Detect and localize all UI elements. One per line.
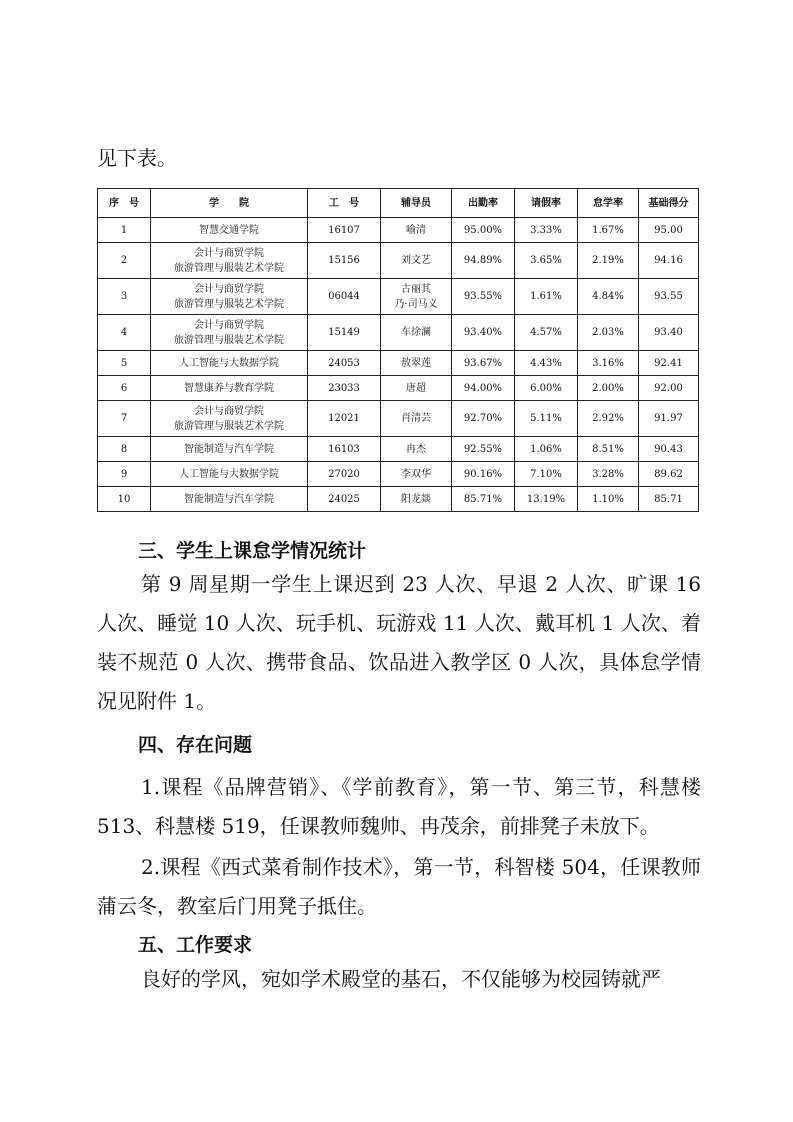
staff-id-cell: 06044 <box>308 279 381 315</box>
table-row <box>98 279 699 315</box>
leave-rate-cell: 1.61% <box>515 279 578 315</box>
counselor-cell-line: 古丽其 <box>401 283 431 295</box>
base-score-cell: 94.16 <box>639 243 699 279</box>
attendance-rate-cell: 94.89% <box>452 243 515 279</box>
table-row <box>98 243 699 279</box>
leave-rate-cell: 1.06% <box>515 437 578 462</box>
table-header-row <box>98 189 699 218</box>
staff-id-cell: 24053 <box>308 351 381 376</box>
college-cell-line: 会计与商贸学院 <box>194 247 264 259</box>
row-number: 7 <box>98 401 151 437</box>
table-row <box>98 462 699 487</box>
counselor-cell <box>381 243 452 279</box>
row-number: 2 <box>98 243 151 279</box>
attendance-rate-cell: 92.70% <box>452 401 515 437</box>
counselor-cell-line: 乃·司马义 <box>394 298 438 310</box>
leave-rate-cell: 6.00% <box>515 376 578 401</box>
counselor-cell-line: 喻清 <box>406 224 426 236</box>
college-cell-line: 旅游管理与服装艺术学院 <box>174 298 284 310</box>
truancy-rate-cell: 3.28% <box>578 462 639 487</box>
attendance-rate-cell: 93.67% <box>452 351 515 376</box>
college-cell-line: 智慧交通学院 <box>199 224 259 236</box>
leave-rate-cell: 5.11% <box>515 401 578 437</box>
counselor-cell-line: 刘文艺 <box>401 255 431 266</box>
counselor-cell <box>381 351 452 376</box>
truancy-rate-cell: 3.16% <box>578 351 639 376</box>
section-3-body: 第 9 周星期一学生上课迟到 23 人次、早退 2 人次、旷课 16 人次、睡觉 10 人次、玩手机、玩游戏 11 人次、戴耳机 1 人次、着装不规范 0 人次、携带食品、饮品进入教学区 0 人次，具体怠学情况见附件 1。 <box>97 572 701 713</box>
staff-id-cell: 27020 <box>308 462 381 487</box>
leave-rate-cell: 4.57% <box>515 315 578 351</box>
base-score-cell: 95.00 <box>639 218 699 243</box>
row-number: 4 <box>98 315 151 351</box>
section-4-item-2: 2.课程《西式菜肴制作技术》，第一节，科智楼 504，任课教师蒲云冬，教室后门用凳子抵住。 <box>97 855 701 918</box>
college-cell <box>151 315 308 351</box>
base-score-cell: 92.00 <box>639 376 699 401</box>
college-cell <box>151 376 308 401</box>
column-header: 辅导员 <box>381 189 452 218</box>
counselor-cell-line: 冉杰 <box>406 443 426 455</box>
truancy-rate-cell: 2.92% <box>578 401 639 437</box>
truancy-rate-cell: 4.84% <box>578 279 639 315</box>
attendance-rate-cell: 85.71% <box>452 487 515 512</box>
counselor-cell-line: 唐超 <box>406 382 426 394</box>
column-header: 请假率 <box>515 189 578 218</box>
column-header: 工 号 <box>308 189 381 218</box>
counselor-cell <box>381 401 452 437</box>
table-row <box>98 218 699 243</box>
college-cell-line: 人工智能与大数据学院 <box>179 468 279 480</box>
intro-text: 见下表。 <box>97 146 177 170</box>
attendance-rate-cell: 90.16% <box>452 462 515 487</box>
college-cell <box>151 279 308 315</box>
base-score-cell: 93.55 <box>639 279 699 315</box>
counselor-cell <box>381 376 452 401</box>
table-row <box>98 376 699 401</box>
college-cell <box>151 243 308 279</box>
staff-id-cell: 16103 <box>308 437 381 462</box>
college-cell <box>151 351 308 376</box>
college-cell <box>151 218 308 243</box>
table-row <box>98 487 699 512</box>
section-3-heading: 三、学生上课怠学情况统计 <box>138 540 367 562</box>
counselor-cell <box>381 462 452 487</box>
leave-rate-cell: 3.65% <box>515 243 578 279</box>
truancy-rate-cell: 8.51% <box>578 437 639 462</box>
base-score-cell: 85.71 <box>639 487 699 512</box>
base-score-cell: 91.97 <box>639 401 699 437</box>
staff-id-cell: 16107 <box>308 218 381 243</box>
column-header: 序 号 <box>98 189 151 218</box>
college-cell-line: 会计与商贸学院 <box>194 405 264 417</box>
truancy-rate-cell: 1.67% <box>578 218 639 243</box>
college-cell-line: 会计与商贸学院 <box>194 319 264 331</box>
base-score-cell: 92.41 <box>639 351 699 376</box>
college-cell-line: 旅游管理与服装艺术学院 <box>174 262 284 274</box>
row-number: 3 <box>98 279 151 315</box>
attendance-rate-cell: 95.00% <box>452 218 515 243</box>
leave-rate-cell: 4.43% <box>515 351 578 376</box>
leave-rate-cell: 7.10% <box>515 462 578 487</box>
row-number: 8 <box>98 437 151 462</box>
truancy-rate-cell: 1.10% <box>578 487 639 512</box>
counselor-cell <box>381 487 452 512</box>
counselor-cell-line: 阳龙燚 <box>401 493 431 505</box>
counselor-cell <box>381 218 452 243</box>
counselor-cell <box>381 437 452 462</box>
college-cell-line: 人工智能与大数据学院 <box>179 357 279 369</box>
college-cell <box>151 487 308 512</box>
table-row <box>98 351 699 376</box>
attendance-rate-cell: 92.55% <box>452 437 515 462</box>
section-5-heading: 五、工作要求 <box>138 934 253 956</box>
staff-id-cell: 15156 <box>308 243 381 279</box>
staff-id-cell: 15149 <box>308 315 381 351</box>
attendance-rate-cell: 93.40% <box>452 315 515 351</box>
attendance-rate-cell: 94.00% <box>452 376 515 401</box>
college-cell <box>151 437 308 462</box>
truancy-rate-cell: 2.03% <box>578 315 639 351</box>
column-header: 学 院 <box>151 189 308 218</box>
leave-rate-cell: 3.33% <box>515 218 578 243</box>
truancy-rate-cell: 2.00% <box>578 376 639 401</box>
counselor-score-table <box>97 188 699 512</box>
counselor-cell <box>381 279 452 315</box>
base-score-cell: 90.43 <box>639 437 699 462</box>
staff-id-cell: 12021 <box>308 401 381 437</box>
counselor-cell-line: 车徐澜 <box>401 327 431 338</box>
table-row <box>98 437 699 462</box>
college-cell <box>151 401 308 437</box>
row-number: 10 <box>98 487 151 512</box>
counselor-cell <box>381 315 452 351</box>
row-number: 9 <box>98 462 151 487</box>
section-4-item-1: 1.课程《品牌营销》、《学前教育》，第一节、第三节，科慧楼 513、科慧楼 519，任课教师魏帅、冉茂余，前排凳子未放下。 <box>97 775 701 838</box>
section-4-heading: 四、存在问题 <box>138 734 253 756</box>
staff-id-cell: 24025 <box>308 487 381 512</box>
section-5-body: 良好的学风，宛如学术殿堂的基石，不仅能够为校园铸就严 <box>141 967 661 991</box>
row-number: 6 <box>98 376 151 401</box>
column-header: 基础得分 <box>639 189 699 218</box>
staff-id-cell: 23033 <box>308 376 381 401</box>
college-cell-line: 旅游管理与服装艺术学院 <box>174 420 284 432</box>
college-cell-line: 智能制造与汽车学院 <box>184 493 274 505</box>
counselor-cell-line: 肖清芸 <box>401 413 431 424</box>
base-score-cell: 89.62 <box>639 462 699 487</box>
college-cell <box>151 462 308 487</box>
row-number: 5 <box>98 351 151 376</box>
college-cell-line: 智能制造与汽车学院 <box>184 443 274 455</box>
attendance-rate-cell: 93.55% <box>452 279 515 315</box>
truancy-rate-cell: 2.19% <box>578 243 639 279</box>
column-header: 出勤率 <box>452 189 515 218</box>
table-body <box>98 218 699 512</box>
college-cell-line: 会计与商贸学院 <box>194 283 264 295</box>
base-score-cell: 93.40 <box>639 315 699 351</box>
leave-rate-cell: 13.19% <box>515 487 578 512</box>
table-row <box>98 315 699 351</box>
counselor-cell-line: 李双华 <box>401 468 431 480</box>
college-cell-line: 旅游管理与服装艺术学院 <box>174 334 284 346</box>
table-row <box>98 401 699 437</box>
column-header: 怠学率 <box>578 189 639 218</box>
college-cell-line: 智慧康养与教育学院 <box>184 382 274 394</box>
row-number: 1 <box>98 218 151 243</box>
counselor-cell-line: 敖翠莲 <box>401 357 431 369</box>
